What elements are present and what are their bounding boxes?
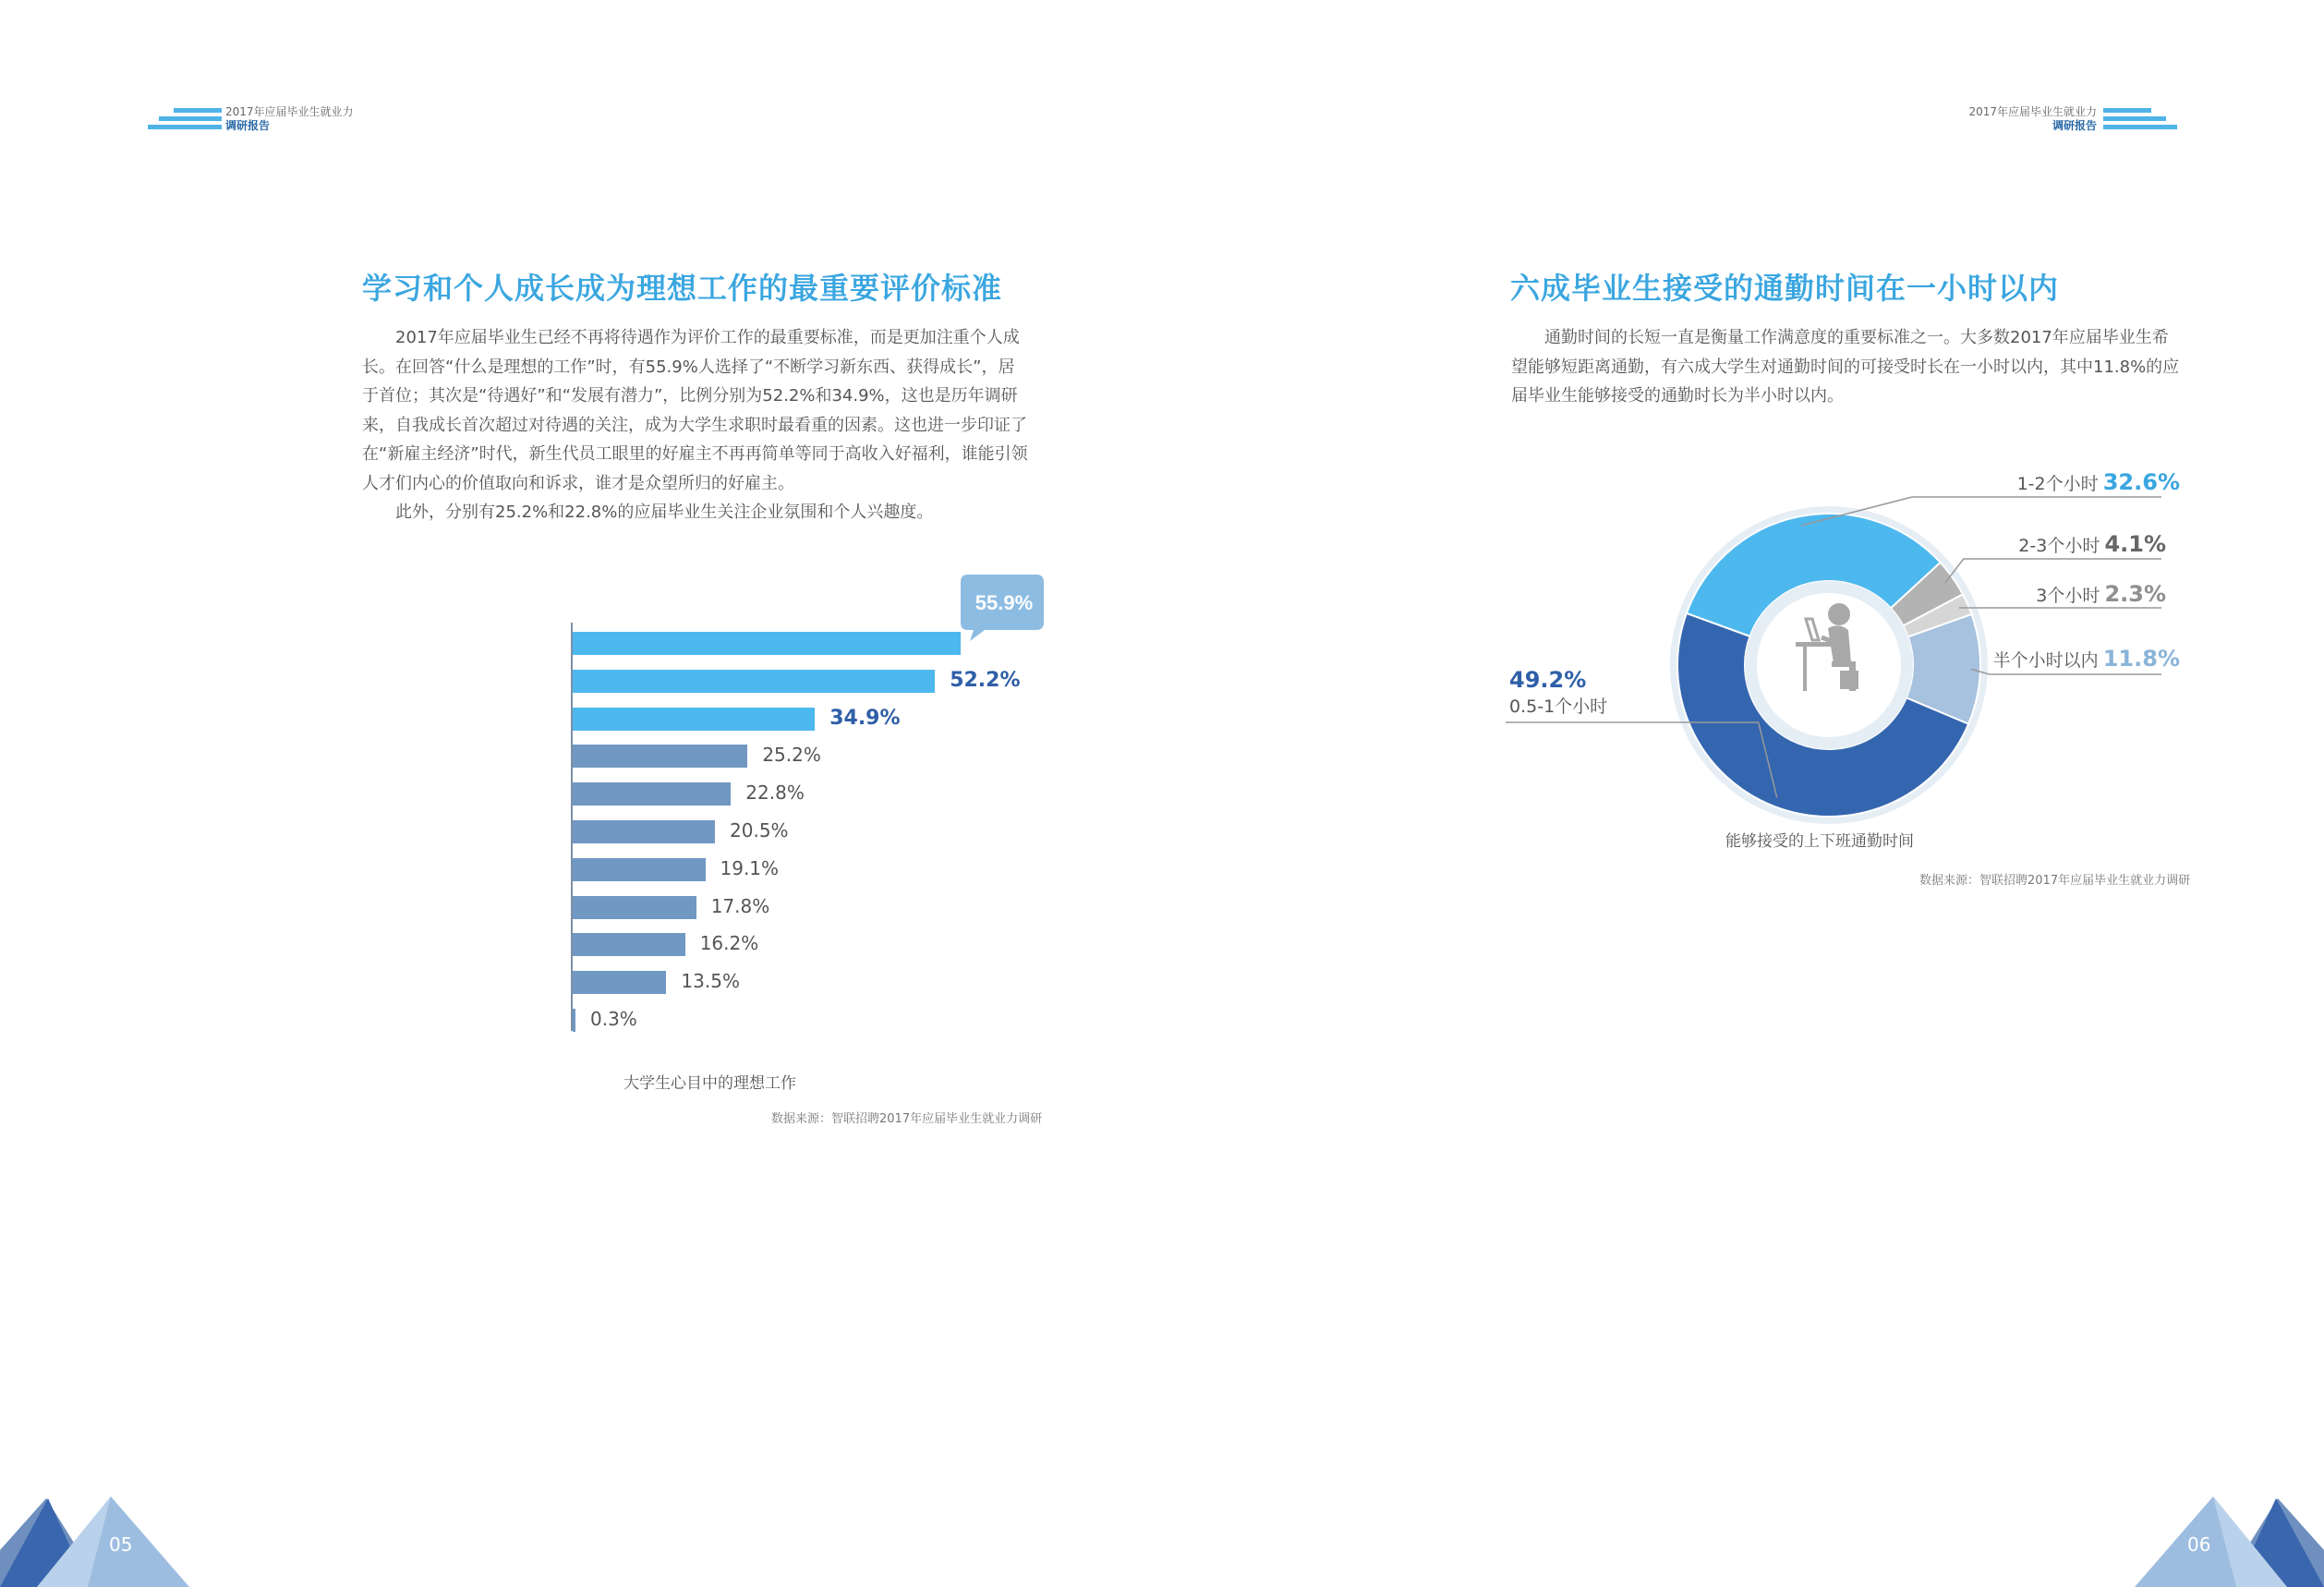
right-data-source: 数据来源：智联招聘2017年应届毕业生就业力调研 [1919, 874, 2191, 888]
legend-item-left [1509, 667, 1607, 718]
bar-value-label: 19.1% [720, 856, 780, 879]
legend-item [1847, 531, 2166, 557]
paragraph: 此外，分别有25.2%和22.8%的应届毕业生关注企业氛围和个人兴趣度。 [395, 503, 934, 522]
bar [573, 745, 747, 768]
bar-value-label: 16.2% [699, 932, 759, 955]
bar [573, 933, 685, 956]
header-text [225, 105, 354, 133]
right-chart-caption: 能够接受的上下班通勤时间 [1725, 832, 1914, 851]
header-line2: 调研报告 [2052, 119, 2097, 132]
page-number-left: 05 [109, 1533, 133, 1556]
legend-item [1847, 581, 2166, 607]
bar-value-label: 22.8% [745, 781, 805, 805]
header-line1: 2017年应届毕业生就业力 [225, 105, 354, 118]
bar [573, 1009, 575, 1032]
bar [573, 708, 815, 731]
header-stripe [2103, 108, 2151, 113]
legend-value: 4.1% [2104, 531, 2166, 557]
bar [573, 896, 696, 919]
footer-decoration-right [2121, 1478, 2324, 1587]
page-number-right: 06 [2187, 1533, 2211, 1556]
header-line1: 2017年应届毕业生就业力 [1968, 105, 2097, 118]
right-section-title: 六成毕业生接受的通勤时间在一小时以内 [1510, 271, 2060, 306]
paragraph: 通勤时间的长短一直是衡量工作满意度的重要标准之一。大多数2017年应届毕业生希望能够短距离通勤，有六成大学生对通勤时间的可接受时长在一小时以内，其中11.8%的应届毕业生能够接受的通勤时长为半小时以内。 [1511, 328, 2180, 406]
left-body-text [362, 323, 1031, 527]
header-stripe [159, 116, 222, 121]
donut-leader-line [1945, 559, 2161, 583]
left-section-title: 学习和个人成长成为理想工作的最重要评价标准 [362, 271, 1003, 306]
paragraph: 2017年应届毕业生已经不再将待遇作为评价工作的最重要标准，而是更加注重个人成长。在回答“什么是理想的工作”时，有55.9%人选择了“不断学习新东西、获得成长”，居于首位；其次是“待遇好”和“发展有潜力”，比例分别为52.2%和34.9%，这也是历年调研来，自我成长首次超过对待遇的关注，成为大学生求职时最看重的因素。这也进一步印证了在“新雇主经济”时代，新生代员工眼里的好雇主不再再简单等同于高收入好福利，谁能引领人才们内心的价值取向和诉求，谁才是众望所归的好雇主。 [362, 328, 1028, 493]
legend-label: 1-2个小时 [2016, 474, 2099, 494]
bar [573, 971, 666, 994]
header-line2: 调研报告 [225, 119, 271, 132]
bar-value-label: 0.3% [590, 1008, 637, 1030]
legend-label: 2-3个小时 [2018, 536, 2100, 556]
right-body-text [1511, 323, 2180, 411]
header-stripe [148, 125, 222, 129]
bar [573, 858, 706, 881]
footer-decoration-left [0, 1478, 203, 1587]
legend-value: 49.2% [1509, 667, 1587, 693]
legend-value: 2.3% [2104, 581, 2166, 607]
bar-value-label: 17.8% [710, 894, 770, 917]
bar [573, 670, 935, 693]
legend-item [1847, 469, 2180, 495]
bar-value-label: 34.9% [829, 706, 901, 730]
top-value-bubble [961, 575, 1044, 641]
legend-label: 半个小时以内 [1992, 650, 2099, 671]
bar [573, 632, 961, 655]
header-stripe [2103, 125, 2177, 129]
top-value-label: 55.9% [974, 591, 1034, 614]
bar-value-label: 25.2% [762, 744, 821, 767]
legend-value: 11.8% [2102, 646, 2180, 672]
bar [573, 820, 715, 843]
bar [573, 782, 731, 806]
legend-item [1847, 646, 2180, 672]
left-chart-caption: 大学生心目中的理想工作 [623, 1074, 796, 1093]
header-stripe [2103, 116, 2166, 121]
legend-label: 3个小时 [2036, 586, 2100, 606]
bar-value-label: 20.5% [730, 819, 789, 842]
header-stripe [174, 108, 222, 113]
left-data-source: 数据来源：智联招聘2017年应届毕业生就业力调研 [771, 1112, 1043, 1126]
bar-value-label: 13.5% [681, 970, 740, 993]
bar-chart-axis [571, 623, 573, 1031]
legend-value: 32.6% [2102, 469, 2180, 495]
header-text-right [1958, 105, 2097, 133]
legend-label: 0.5-1个小时 [1509, 697, 1608, 717]
bar-value-label: 52.2% [950, 668, 1021, 692]
